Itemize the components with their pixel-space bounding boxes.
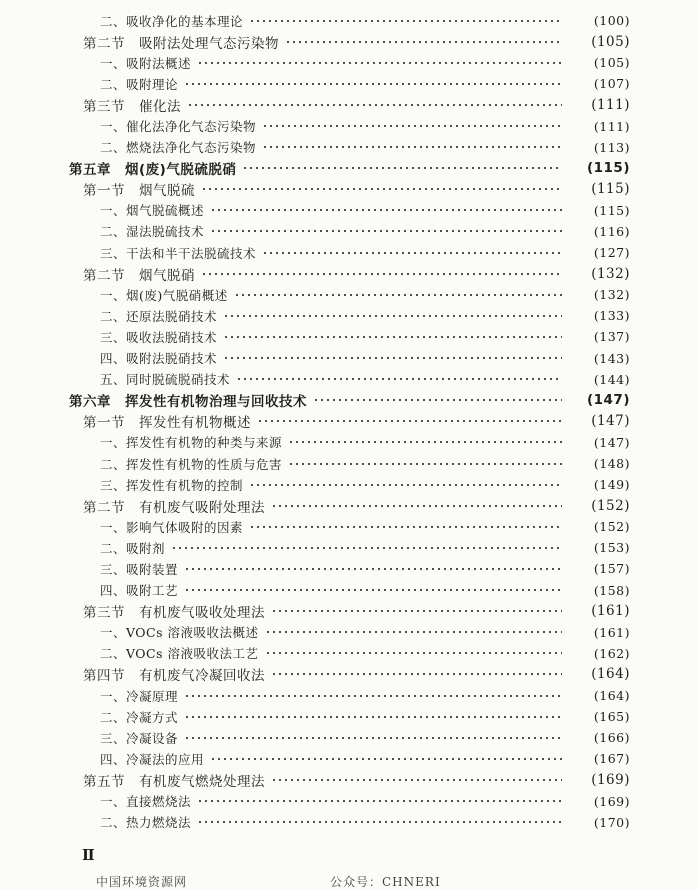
toc-entry-title: 二、热力燃烧法 [100,815,192,831]
toc-entry-title: 四、吸附法脱硝技术 [100,351,218,367]
toc-entry-title: 四、冷凝法的应用 [100,751,205,767]
toc-entry-title: 一、烟气脱硫概述 [100,203,205,219]
dot-leader [171,543,562,553]
toc-entry-page-number: (111) [591,96,630,113]
toc-entry-title: 第六章 挥发性有机物治理与回收技术 [69,394,307,411]
toc-entry-page-number: (147) [586,392,630,409]
toc-entry-page-number: (170) [593,814,630,830]
toc-entry-page-number: (161) [591,603,630,620]
toc-entry-item [0,200,698,221]
toc-entry-page-number: (169) [591,771,630,788]
toc-entry-page-number: (100) [593,13,630,29]
dot-leader [210,226,562,236]
toc-entry-title: 第二节 烟气脱硝 [83,267,195,284]
dot-leader [271,669,562,679]
toc-entry-page-number: (152) [591,497,630,514]
dot-leader [271,775,562,785]
toc-entry-chapter [0,390,698,411]
dot-leader [249,522,562,532]
toc-entry-title: 二、湿法脱硫技术 [100,224,205,240]
toc-entry-page-number: (148) [593,456,630,472]
toc-entry-title: 第一节 挥发性有机物概述 [83,415,251,432]
toc-entry-page-number: (115) [591,181,630,198]
toc-entry-page-number: (162) [593,645,630,661]
dot-leader [223,332,562,342]
toc-entry-item [0,727,698,748]
toc-entry-section [0,601,698,622]
toc-entry-page-number: (164) [591,666,630,683]
toc-entry-title: 三、吸附装置 [100,561,179,577]
toc-entry-page-number: (137) [593,329,630,345]
toc-entry-page-number: (105) [593,55,630,71]
dot-leader [249,480,562,490]
toc-entry-page-number: (111) [593,118,630,134]
toc-entry-title: 二、挥发性有机物的性质与危害 [100,456,283,472]
dot-leader [288,459,562,469]
toc-entry-page-number: (153) [593,540,630,556]
toc-entry-title: 二、吸附理论 [100,76,179,92]
toc-entry-page-number: (113) [593,139,630,155]
dot-leader [257,416,562,426]
toc-entry-page-number: (127) [593,245,630,261]
dot-leader [184,79,562,89]
dot-leader [249,16,562,26]
dot-leader [184,712,562,722]
dot-leader [184,733,562,743]
toc-entry-title: 五、同时脱硫脱硝技术 [100,372,231,388]
table-of-contents [0,10,698,833]
toc-entry-title: 第一节 烟气脱硫 [83,183,195,200]
dot-leader [201,184,562,194]
toc-entry-title: 一、吸附法概述 [100,55,192,71]
toc-entry-page-number: (164) [593,688,630,704]
toc-entry-title: 二、吸附剂 [100,540,166,556]
toc-entry-title: 一、冷凝原理 [100,688,179,704]
toc-entry-title: 第二节 有机废气吸附处理法 [83,499,265,516]
toc-entry-item [0,115,698,136]
toc-entry-page-number: (107) [593,76,630,92]
toc-entry-title: 三、冷凝设备 [100,730,179,746]
toc-entry-section [0,495,698,516]
toc-entry-item [0,812,698,833]
toc-entry-title: 二、VOCs 溶液吸收法工艺 [100,646,259,662]
dot-leader [262,142,562,152]
toc-entry-page-number: (166) [593,730,630,746]
toc-entry-item [0,242,698,263]
toc-entry-item [0,790,698,811]
toc-entry-page-number: (147) [593,434,630,450]
toc-entry-title: 一、直接燃烧法 [100,794,192,810]
toc-entry-item [0,558,698,579]
toc-entry-title: 三、吸收法脱硝技术 [100,329,218,345]
dot-leader [262,121,562,131]
toc-entry-page-number: (143) [593,350,630,366]
toc-entry-section [0,769,698,790]
dot-leader [242,163,562,173]
toc-entry-item [0,474,698,495]
toc-entry-title: 二、燃烧法净化气态污染物 [100,140,257,156]
toc-entry-page-number: (167) [593,751,630,767]
toc-entry-item [0,432,698,453]
dot-leader [201,269,562,279]
dot-leader [223,311,562,321]
toc-entry-page-number: (165) [593,709,630,725]
toc-entry-item [0,748,698,769]
toc-entry-title: 第三节 催化法 [83,98,181,115]
toc-entry-item [0,305,698,326]
toc-entry-title: 第三节 有机废气吸收处理法 [83,605,265,622]
dot-leader [197,58,562,68]
toc-entry-section [0,263,698,284]
toc-entry-chapter [0,158,698,179]
toc-entry-title: 一、挥发性有机物的种类与来源 [100,435,283,451]
dot-leader [288,437,562,447]
toc-entry-item [0,537,698,558]
toc-entry-title: 二、还原法脱硝技术 [100,308,218,324]
toc-entry-page-number: (105) [591,33,630,50]
toc-entry-section [0,31,698,52]
toc-entry-page-number: (115) [586,160,630,177]
toc-entry-item [0,685,698,706]
toc-entry-item [0,706,698,727]
toc-entry-page-number: (132) [591,265,630,282]
toc-entry-item [0,326,698,347]
toc-entry-page-number: (115) [593,202,630,218]
dot-leader [234,290,562,300]
toc-entry-title: 四、吸附工艺 [100,583,179,599]
toc-entry-item [0,137,698,158]
toc-entry-item [0,52,698,73]
dot-leader [313,395,562,405]
toc-entry-title: 第四节 有机废气冷凝回收法 [83,668,265,685]
dot-leader [236,374,562,384]
toc-entry-page-number: (132) [593,287,630,303]
toc-entry-title: 一、影响气体吸附的因素 [100,519,244,535]
toc-entry-item [0,516,698,537]
dot-leader [197,796,562,806]
toc-entry-title: 第五章 烟(废)气脱硫脱硝 [69,162,237,179]
toc-entry-title: 第五节 有机废气燃烧处理法 [83,773,265,790]
dot-leader [210,205,562,215]
toc-entry-page-number: (144) [593,371,630,387]
dot-leader [187,100,562,110]
toc-entry-page-number: (158) [593,582,630,598]
toc-entry-title: 第二节 吸附法处理气态污染物 [83,35,279,52]
dot-leader [271,606,562,616]
toc-entry-title: 二、冷凝方式 [100,709,179,725]
dot-leader [262,248,562,258]
dot-leader [184,585,562,595]
toc-entry-section [0,411,698,432]
dot-leader [271,501,562,511]
dot-leader [265,627,562,637]
toc-entry-item [0,580,698,601]
dot-leader [223,353,562,363]
toc-entry-page-number: (133) [593,308,630,324]
toc-entry-page-number: (161) [593,624,630,640]
dot-leader [285,37,562,47]
dot-leader [210,754,562,764]
toc-entry-section [0,94,698,115]
toc-entry-item [0,10,698,31]
toc-entry-section [0,664,698,685]
dot-leader [265,648,562,658]
page-number-roman: Ⅱ [82,846,95,864]
toc-entry-item [0,348,698,369]
toc-entry-page-number: (157) [593,561,630,577]
toc-entry-page-number: (152) [593,519,630,535]
toc-entry-page-number: (149) [593,477,630,493]
toc-entry-title: 一、催化法净化气态污染物 [100,119,257,135]
toc-entry-page-number: (116) [593,223,630,239]
toc-entry-item [0,369,698,390]
dot-leader [184,691,562,701]
toc-entry-section [0,179,698,200]
toc-entry-title: 一、烟(废)气脱硝概述 [100,287,228,303]
cut-off-footer-text: 中国环境资源网 公众号：CHNERI [96,875,441,889]
toc-entry-title: 一、VOCs 溶液吸收法概述 [100,625,259,641]
toc-entry-title: 三、挥发性有机物的控制 [100,477,244,493]
toc-entry-item [0,622,698,643]
toc-entry-page-number: (169) [593,793,630,809]
dot-leader [197,817,562,827]
toc-entry-item [0,643,698,664]
dot-leader [184,564,562,574]
toc-entry-title: 二、吸收净化的基本理论 [100,13,244,29]
toc-entry-item [0,453,698,474]
toc-entry-item [0,73,698,94]
toc-entry-title: 三、干法和半干法脱硫技术 [100,245,257,261]
toc-entry-item [0,284,698,305]
toc-entry-page-number: (147) [591,413,630,430]
toc-entry-item [0,221,698,242]
